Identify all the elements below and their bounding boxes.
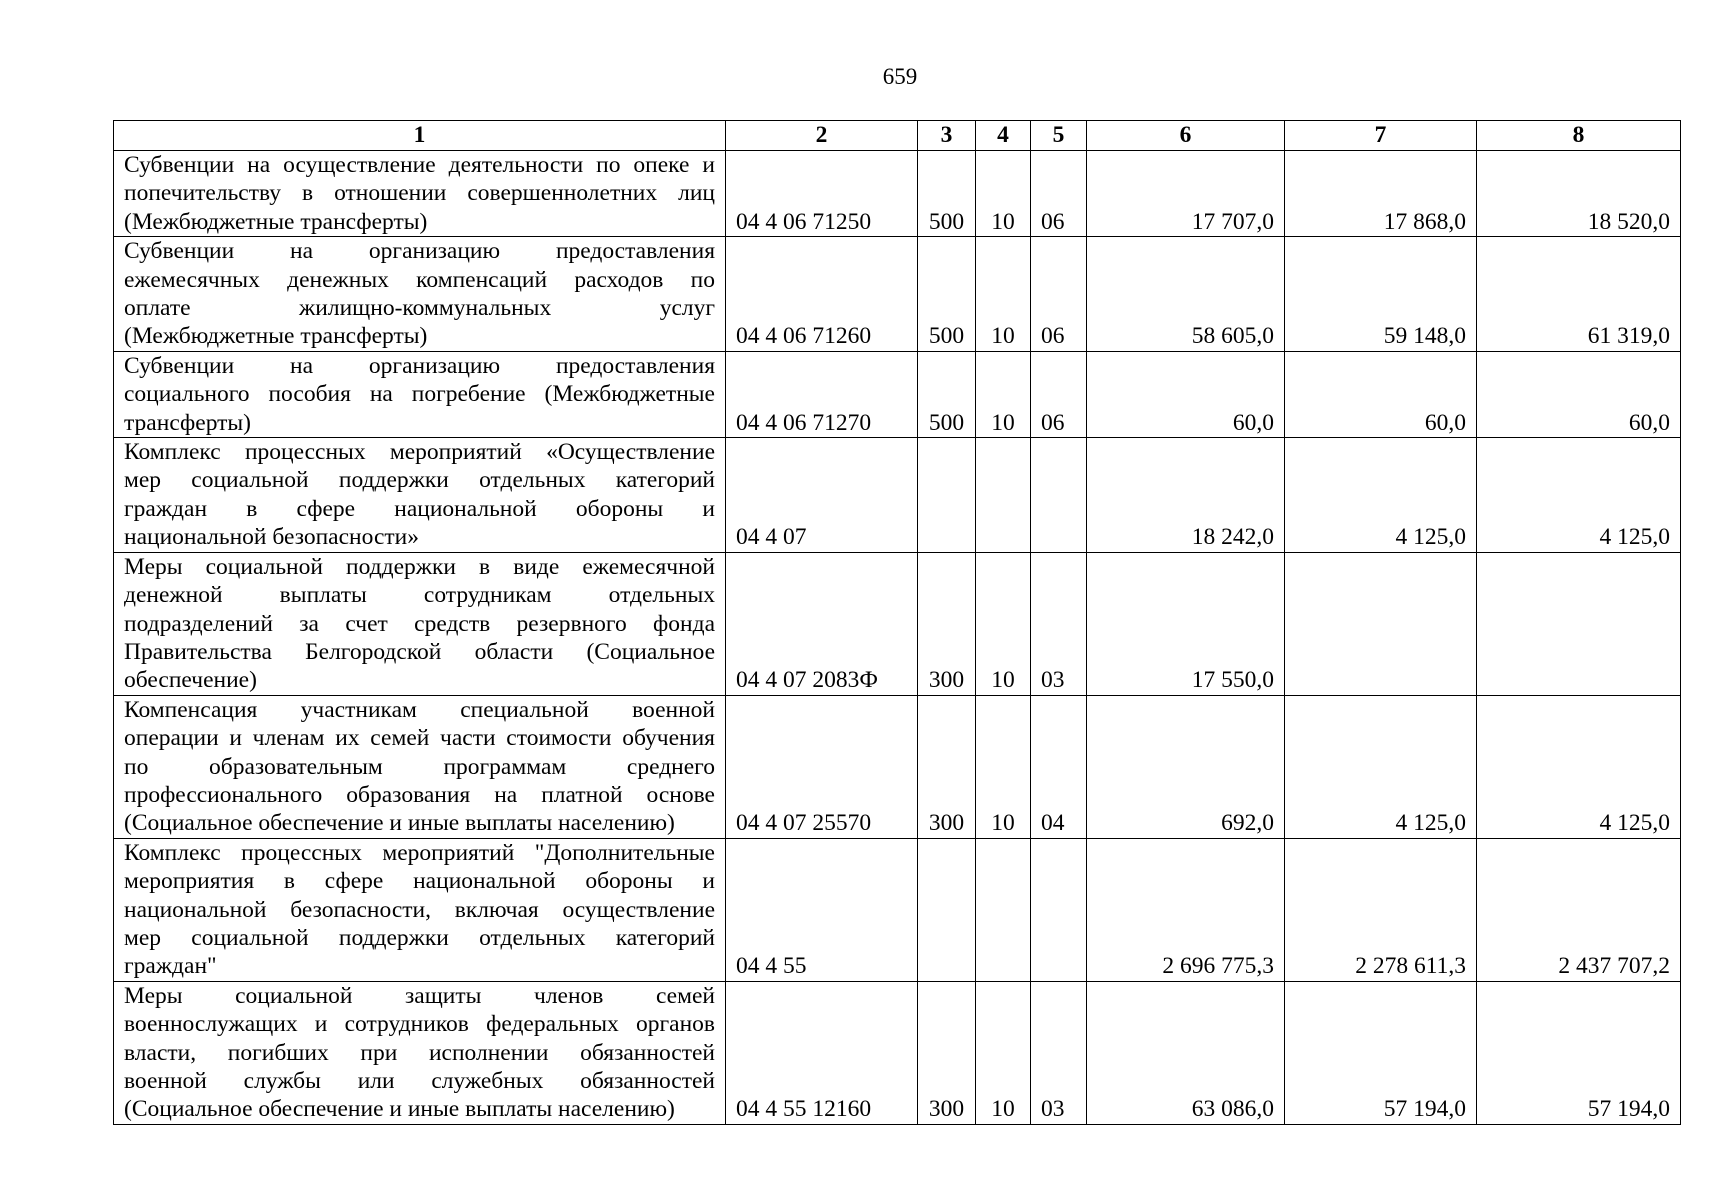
- row-name: [114, 438, 726, 553]
- row-col3: 300: [918, 695, 976, 838]
- table-row: [114, 552, 1681, 695]
- row-col7: 4 125,0: [1285, 438, 1477, 553]
- row-col8: 2 437 707,2: [1477, 838, 1681, 981]
- row-col4: 10: [976, 351, 1031, 437]
- row-name-line: обеспечение): [124, 667, 257, 694]
- row-code: 04 4 06 71250: [726, 151, 918, 237]
- row-col6: 17 707,0: [1087, 151, 1285, 237]
- row-col4: [976, 438, 1031, 553]
- row-name-line: Субвенции на организацию предоставления: [124, 352, 715, 379]
- table-row: [114, 838, 1681, 981]
- row-code: 04 4 55: [726, 838, 918, 981]
- row-name-line: мер социальной поддержки отдельных категорий: [124, 924, 715, 951]
- row-name-line: денежной выплаты сотрудникам отдельных: [124, 582, 715, 609]
- row-name-line: (Социальное обеспечение и иные выплаты населению): [124, 810, 675, 837]
- row-name-line: (Социальное обеспечение и иные выплаты населению): [124, 1096, 675, 1123]
- row-name-line: граждан": [124, 953, 217, 980]
- row-col5: 06: [1031, 151, 1087, 237]
- row-col5: 06: [1031, 351, 1087, 437]
- row-col4: 10: [976, 695, 1031, 838]
- row-name-line: Компенсация участникам специальной военной: [124, 696, 715, 723]
- row-code: 04 4 07 2083Ф: [726, 552, 918, 695]
- row-col8: [1477, 552, 1681, 695]
- row-col8: 57 194,0: [1477, 981, 1681, 1124]
- row-col4: 10: [976, 151, 1031, 237]
- row-name-line: оплате жилищно-коммунальных услуг: [124, 295, 715, 322]
- row-name-line: социального пособия на погребение (Межбюджетные: [124, 381, 715, 408]
- row-col6: 692,0: [1087, 695, 1285, 838]
- row-col8: 61 319,0: [1477, 237, 1681, 352]
- row-name: [114, 151, 726, 237]
- row-name-line: профессионального образования на платной основе: [124, 781, 715, 808]
- table-row: [114, 695, 1681, 838]
- table-row: [114, 438, 1681, 553]
- row-col5: 03: [1031, 981, 1087, 1124]
- row-name-line: Субвенции на организацию предоставления: [124, 238, 715, 265]
- header-cell: 6: [1087, 121, 1285, 151]
- row-name-line: подразделений за счет средств резервного фонда: [124, 610, 715, 637]
- table-row: [114, 351, 1681, 437]
- row-code: 04 4 06 71260: [726, 237, 918, 352]
- row-name-line: Меры социальной защиты членов семей: [124, 982, 715, 1009]
- header-row: [114, 121, 1681, 151]
- row-col6: 63 086,0: [1087, 981, 1285, 1124]
- row-col7: 57 194,0: [1285, 981, 1477, 1124]
- row-name-line: Комплекс процессных мероприятий «Осуществление: [124, 439, 715, 466]
- row-name-line: операции и членам их семей части стоимости обучения: [124, 725, 715, 752]
- row-name-line: власти, погибших при исполнении обязанностей: [124, 1039, 715, 1066]
- row-name: [114, 695, 726, 838]
- table-row: [114, 981, 1681, 1124]
- header-cell: 2: [726, 121, 918, 151]
- row-name-line: трансферты): [124, 409, 252, 436]
- row-col7: [1285, 552, 1477, 695]
- row-col5: [1031, 838, 1087, 981]
- row-name-line: (Межбюджетные трансферты): [124, 208, 428, 235]
- row-name-line: мер социальной поддержки отдельных категорий: [124, 467, 715, 494]
- row-name-line: Меры социальной поддержки в виде ежемесячной: [124, 553, 715, 580]
- row-code: 04 4 06 71270: [726, 351, 918, 437]
- row-col3: 500: [918, 351, 976, 437]
- row-col7: 4 125,0: [1285, 695, 1477, 838]
- row-name-line: граждан в сфере национальной обороны и: [124, 495, 715, 522]
- row-code: 04 4 55 12160: [726, 981, 918, 1124]
- header-cell: 1: [114, 121, 726, 151]
- row-name-line: национальной безопасности, включая осуществление: [124, 896, 715, 923]
- row-name: [114, 552, 726, 695]
- row-name-line: Правительства Белгородской области (Социальное: [124, 638, 715, 665]
- row-name-line: военнослужащих и сотрудников федеральных органов: [124, 1011, 715, 1038]
- row-col5: [1031, 438, 1087, 553]
- row-col6: 18 242,0: [1087, 438, 1285, 553]
- row-col5: 06: [1031, 237, 1087, 352]
- row-col3: [918, 438, 976, 553]
- row-col7: 59 148,0: [1285, 237, 1477, 352]
- row-col6: 17 550,0: [1087, 552, 1285, 695]
- row-col3: 300: [918, 981, 976, 1124]
- table-row: [114, 151, 1681, 237]
- row-col4: 10: [976, 981, 1031, 1124]
- row-name: [114, 838, 726, 981]
- row-col6: 60,0: [1087, 351, 1285, 437]
- row-col3: 500: [918, 237, 976, 352]
- row-name: [114, 351, 726, 437]
- row-col4: 10: [976, 552, 1031, 695]
- row-col4: 10: [976, 237, 1031, 352]
- row-col7: 17 868,0: [1285, 151, 1477, 237]
- row-name-line: по образовательным программам среднего: [124, 753, 715, 780]
- row-col6: 58 605,0: [1087, 237, 1285, 352]
- budget-table: [113, 120, 1681, 1125]
- row-name-line: военной службы или служебных обязанностей: [124, 1068, 715, 1094]
- row-col4: [976, 838, 1031, 981]
- row-name: [114, 237, 726, 352]
- row-col8: 4 125,0: [1477, 438, 1681, 553]
- row-col6: 2 696 775,3: [1087, 838, 1285, 981]
- row-col8: 18 520,0: [1477, 151, 1681, 237]
- row-name: [114, 981, 726, 1124]
- row-name-line: ежемесячных денежных компенсаций расходов по: [124, 266, 715, 293]
- row-col7: 2 278 611,3: [1285, 838, 1477, 981]
- row-name-line: Субвенции на осуществление деятельности по опеке и: [124, 152, 715, 178]
- row-col5: 04: [1031, 695, 1087, 838]
- row-col5: 03: [1031, 552, 1087, 695]
- header-cell: 8: [1477, 121, 1681, 151]
- row-code: 04 4 07 25570: [726, 695, 918, 838]
- row-name-line: попечительству в отношении совершеннолетних лиц: [124, 180, 715, 207]
- row-col3: [918, 838, 976, 981]
- row-name-line: национальной безопасности»: [124, 524, 419, 551]
- row-name-line: Комплекс процессных мероприятий "Дополнительные: [124, 839, 715, 866]
- header-cell: 5: [1031, 121, 1087, 151]
- page-number: 659: [882, 64, 918, 89]
- row-col8: 60,0: [1477, 351, 1681, 437]
- row-col3: 300: [918, 552, 976, 695]
- row-col8: 4 125,0: [1477, 695, 1681, 838]
- row-col7: 60,0: [1285, 351, 1477, 437]
- header-cell: 4: [976, 121, 1031, 151]
- header-cell: 3: [918, 121, 976, 151]
- header-cell: 7: [1285, 121, 1477, 151]
- row-code: 04 4 07: [726, 438, 918, 553]
- row-col3: 500: [918, 151, 976, 237]
- row-name-line: мероприятия в сфере национальной обороны и: [124, 868, 715, 895]
- table-row: [114, 237, 1681, 352]
- row-name-line: (Межбюджетные трансферты): [124, 323, 428, 350]
